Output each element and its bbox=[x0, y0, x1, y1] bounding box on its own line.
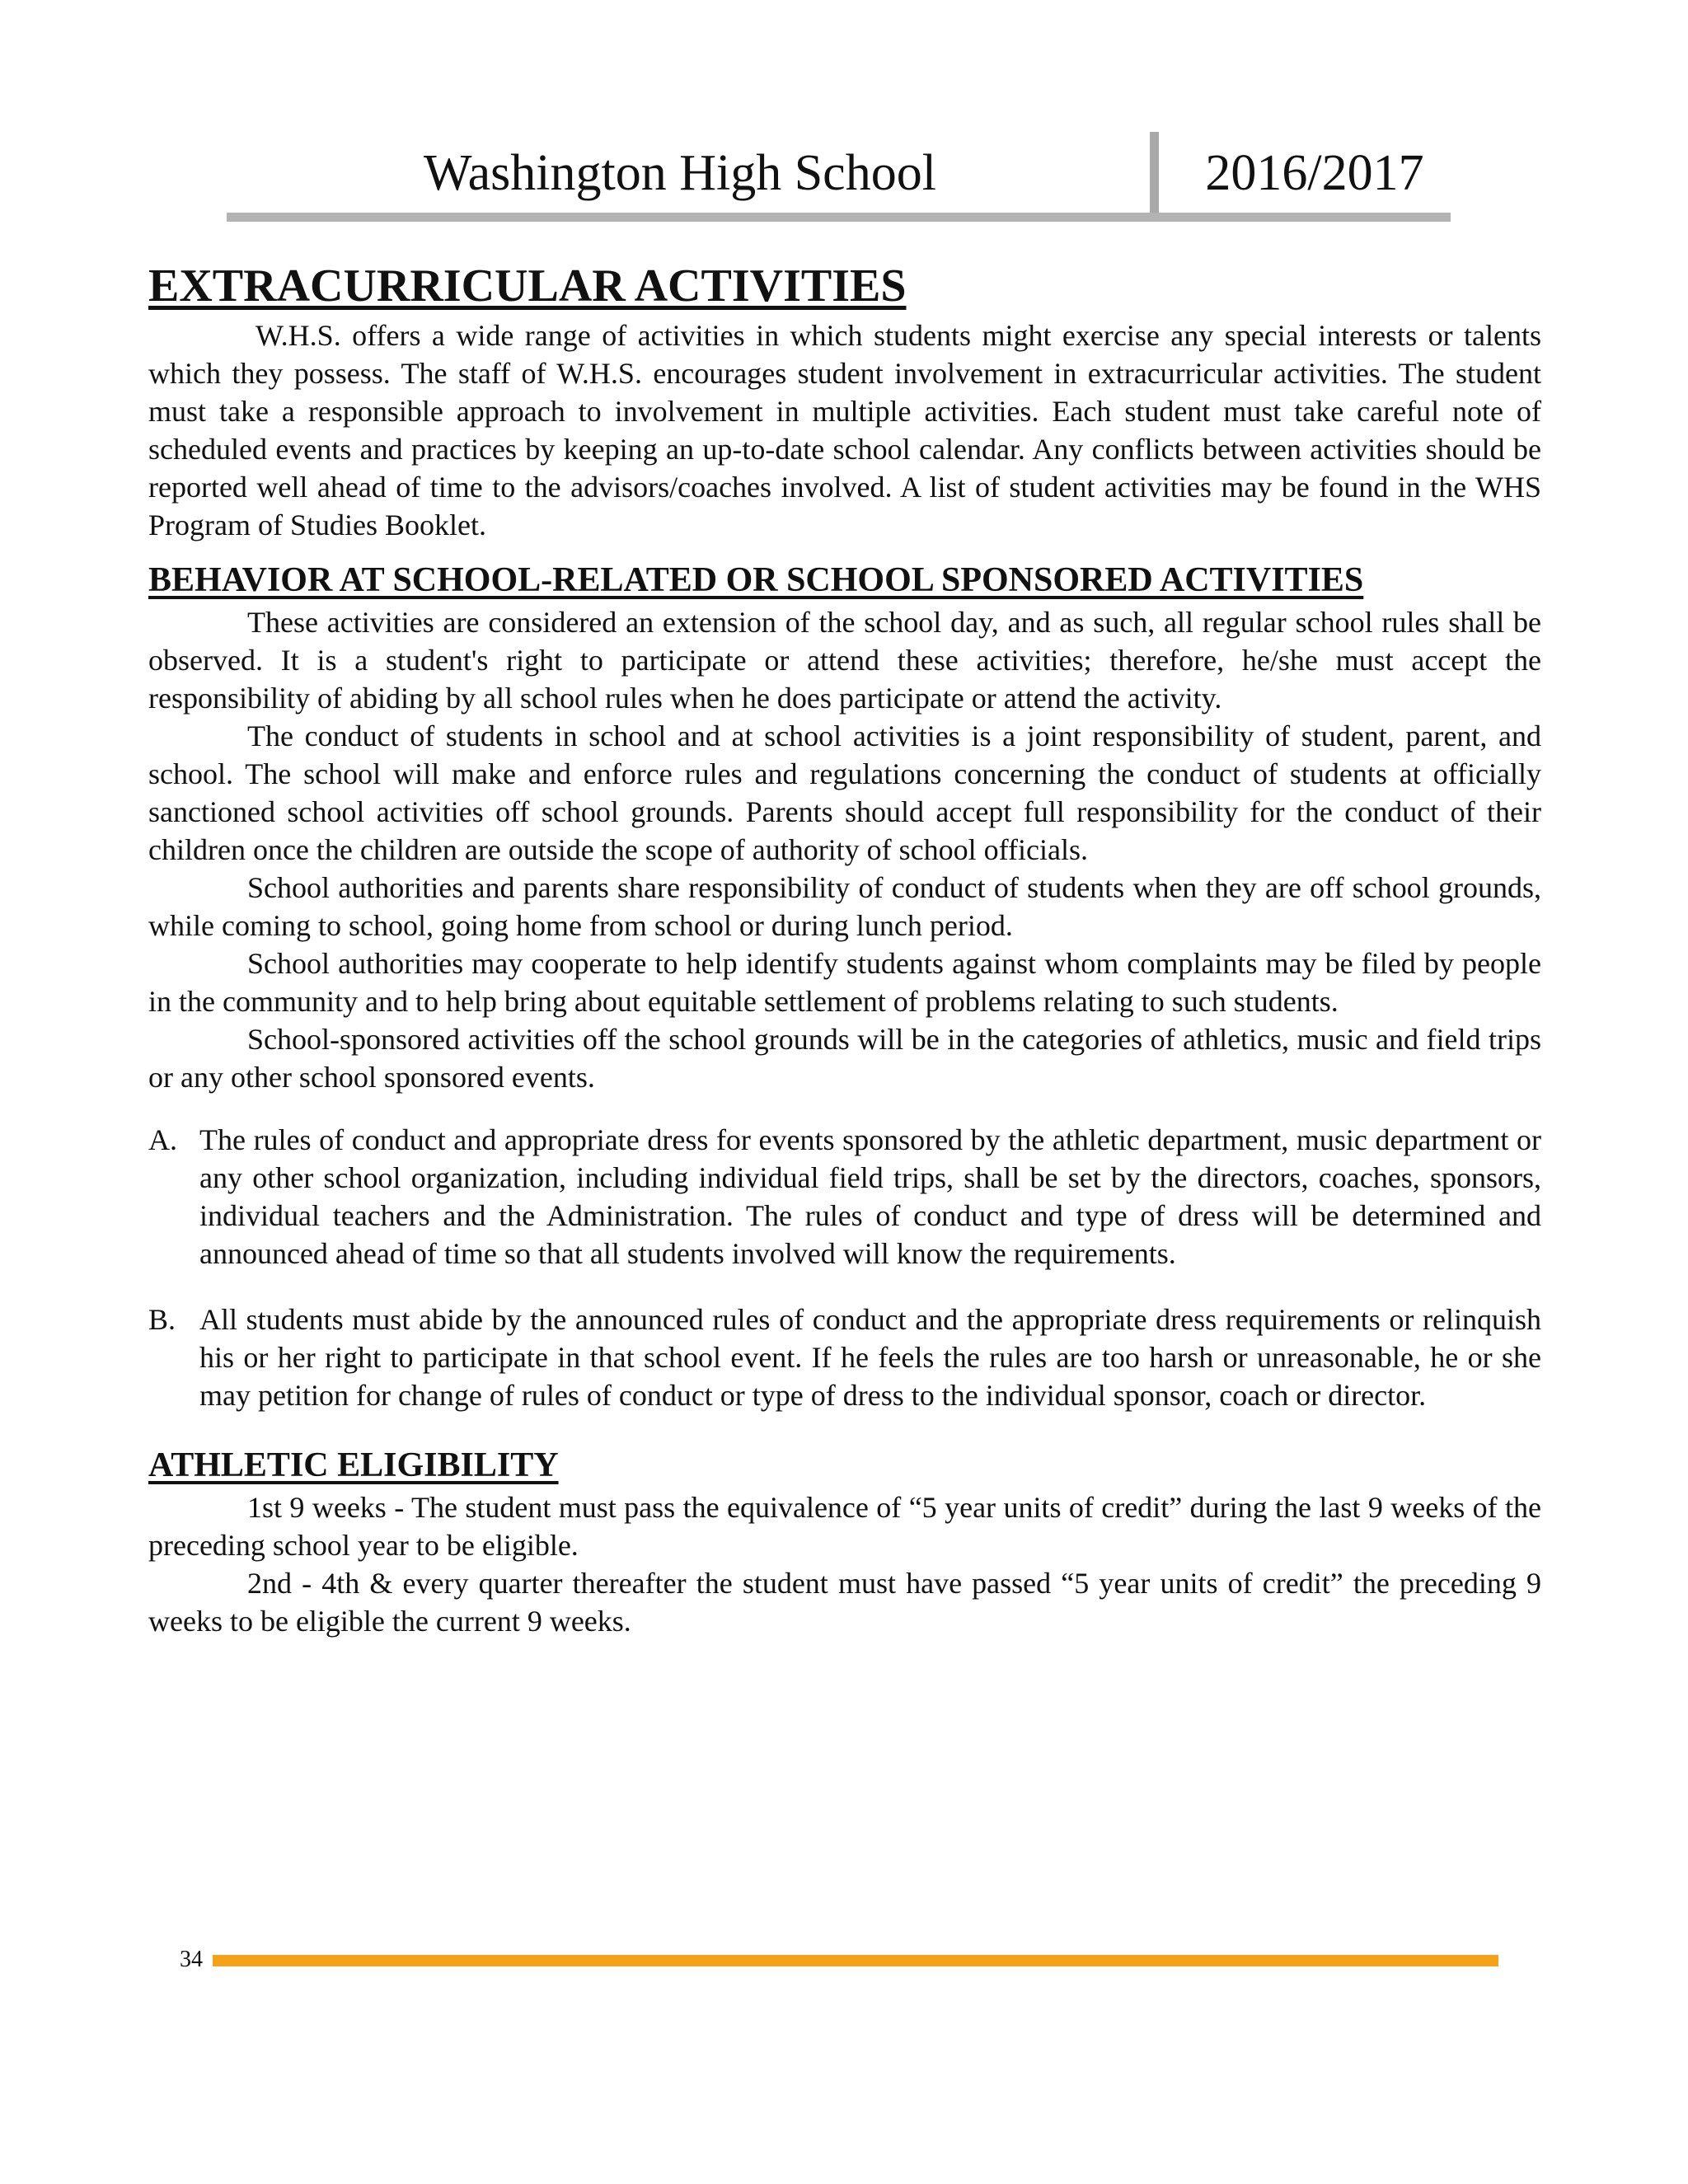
list-item bbox=[148, 1121, 1541, 1272]
page-number: 34 bbox=[180, 1947, 203, 1972]
list-item-text: All students must abide by the announced rules of conduct and the appropriate dress requirements or relinquish his or her right to participate in that school event. If he feels the rules are too harsh or unreasonable, he or she may petition for change of rules of conduct or type of dress to the individual sponsor, coach or director. bbox=[199, 1303, 1541, 1412]
rules-list bbox=[148, 1121, 1541, 1414]
section-extracurricular bbox=[148, 255, 1541, 544]
section-athletic-eligibility bbox=[148, 1442, 1541, 1640]
header-rule bbox=[227, 213, 1451, 222]
paragraph: The conduct of students in school and at school activities is a joint responsibility of student, parent, and school. The school will make and enforce rules and regulations concerning the conduct of students at officially sanctioned school activities off school grounds. Parents should accept full responsibility for the conduct of their children once the children are outside the scope of authority of school officials. bbox=[148, 719, 1541, 866]
section-behavior bbox=[148, 557, 1541, 1414]
section-heading: BEHAVIOR AT SCHOOL-RELATED OR SCHOOL SPONSORED ACTIVITIES bbox=[148, 561, 1364, 599]
header-divider bbox=[1150, 132, 1159, 218]
section-heading: EXTRACURRICULAR ACTIVITIES bbox=[148, 260, 907, 312]
section-heading: ATHLETIC ELIGIBILITY bbox=[148, 1446, 559, 1484]
header-school-name: Washington High School bbox=[424, 145, 936, 201]
paragraph: 2nd - 4th & every quarter thereafter the student must have passed “5 year units of credit” the preceding 9 weeks to be eligible the current 9 weeks. bbox=[148, 1567, 1541, 1638]
header-school-year: 2016/2017 bbox=[1205, 145, 1424, 201]
paragraph: W.H.S. offers a wide range of activities in which students might exercise any special interests or talents which they possess. The staff of W.H.S. encourages student involvement in extracurricular activities. The student must take a responsible approach to involvement in multiple activities. Each student must take careful note of scheduled events and practices by keeping an up-to-date school calendar. Any conflicts between activities should be reported well ahead of time to the advisors/coaches involved. A list of student activities may be found in the WHS Program of Studies Booklet. bbox=[148, 319, 1541, 541]
paragraph: School authorities may cooperate to help identify students against whom complaints may be filed by people in the community and to help bring about equitable settlement of problems relating to such students. bbox=[148, 947, 1541, 1018]
paragraph: School-sponsored activities off the school grounds will be in the categories of athletics, music and field trips or any other school sponsored events. bbox=[148, 1023, 1541, 1094]
paragraph: School authorities and parents share responsibility of conduct of students when they are off school grounds, while coming to school, going home from school or during lunch period. bbox=[148, 871, 1541, 942]
list-item-letter: B. bbox=[148, 1303, 176, 1336]
paragraph: These activities are considered an extension of the school day, and as such, all regular school rules shall be observed. It is a student's right to participate or attend these activities; therefore, he/she must accept the responsibility of abiding by all school rules when he does participate or attend the activity. bbox=[148, 606, 1541, 715]
list-item-text: The rules of conduct and appropriate dress for events sponsored by the athletic department, music department or any other school organization, including individual field trips, shall be set by the directors, coaches, sponsors, individual teachers and the Administration. The rules of conduct and type of dress will be determined and announced ahead of time so that all students involved will know the requirements. bbox=[199, 1123, 1541, 1270]
footer-accent-bar bbox=[213, 1955, 1498, 1966]
list-item bbox=[148, 1301, 1541, 1414]
paragraph: 1st 9 weeks - The student must pass the equivalence of “5 year units of credit” during the last 9 weeks of the preceding school year to be eligible. bbox=[148, 1491, 1541, 1562]
page-content bbox=[148, 255, 1541, 1640]
list-item-letter: A. bbox=[148, 1123, 177, 1156]
